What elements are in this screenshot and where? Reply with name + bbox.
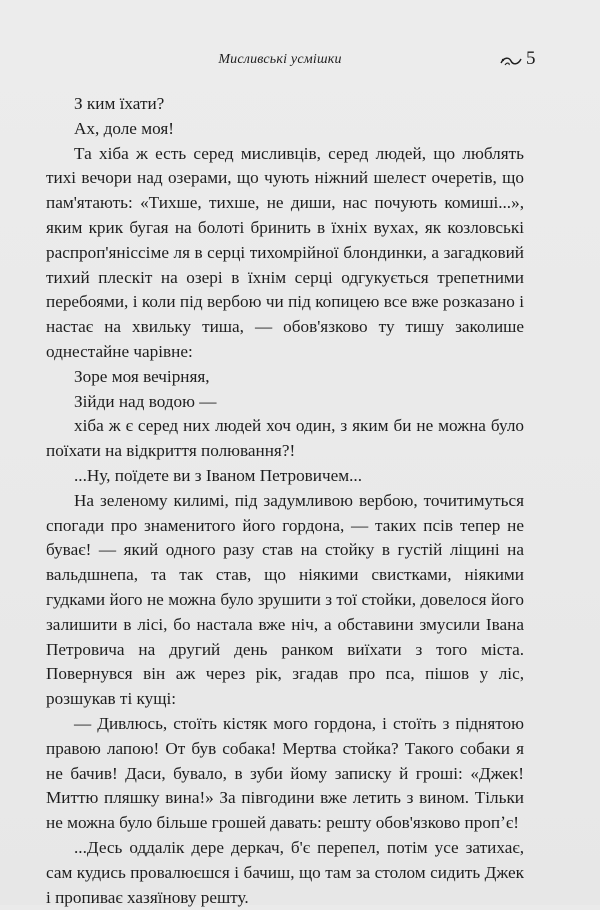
paragraph: Ах, доле моя! [74,118,174,138]
paragraph: На зеленому килимі, під задумливою вербою, точитимуться спогади про знаменитого його гордона, — таких псів тепер не буває! — який одного разу став на стойку в густій ліщині на вальдшнепа, та так став, що ніякими свистками, ніякими гудками його не можна було зрушити з тої стойки, довелося його залишити в лісі, бо настала вже ніч, а обставини змусили Івана Петровича на другий день ранком виїхати з того міста. Повернувся він аж через рік, згадав про пса, пішов у ліс, розшукав ті кущі: [46,490,524,709]
paragraph: ...Ну, поїдете ви з Іваном Петровичем... [74,465,363,485]
page-number: 5 [526,48,536,69]
page-header [0,48,600,72]
running-title: Мисливські усмішки [218,52,342,67]
paragraph: — Дивлюсь, стоїть кістяк мого гордона, і стоїть з піднятою правою лапою! От був собака! Мертва стойка? Такого собаки я не бачив! Даси, бувало, в зуби йому записку й гроші: «Джек! Миттю пляшку вина!» За півгодини вже летить з вином. Тільки не можна було більше грошей давать: решту обов'язково пропʼє! [46,713,524,833]
body-text [46,92,524,910]
verse-line: Зійди над водою — [74,391,217,411]
paragraph: З ким їхати? [74,94,165,113]
swirl-flourish-icon [500,54,522,68]
paragraph: ...Десь оддалік дере деркач, б'є перепел, потім усе затихає, сам кудись провалюєшся і бачиш, що там за столом сидить Джек і пропиває хазяїнову решту. [46,837,524,907]
verse-line: Зоре моя вечірняя, [74,366,210,386]
paragraph: хіба ж є серед них людей хоч один, з яким би не можна було поїхати на відкриття полювання?! [46,416,524,461]
paragraph: Та хіба ж есть серед мисливців, серед людей, що люблять тихі вечори над озерами, що чують ніжний шелест очеретів, що пам'ятають: «Тихше, тихше, не диши, нас почують комиші...», яким крик бугая на болоті бринить в їхніх вухах, як козловські распроп'янісcіме ля в серці тихомрійної блондинки, а загадковий тихий плескіт на озері в їхнім серці одгукується трепетними перебоями, і коли під вербою чи під копицею все вже розказано і настає на хвильку тиша, — обов'язково ту тишу заколише однестайне чарівне: [46,143,524,361]
